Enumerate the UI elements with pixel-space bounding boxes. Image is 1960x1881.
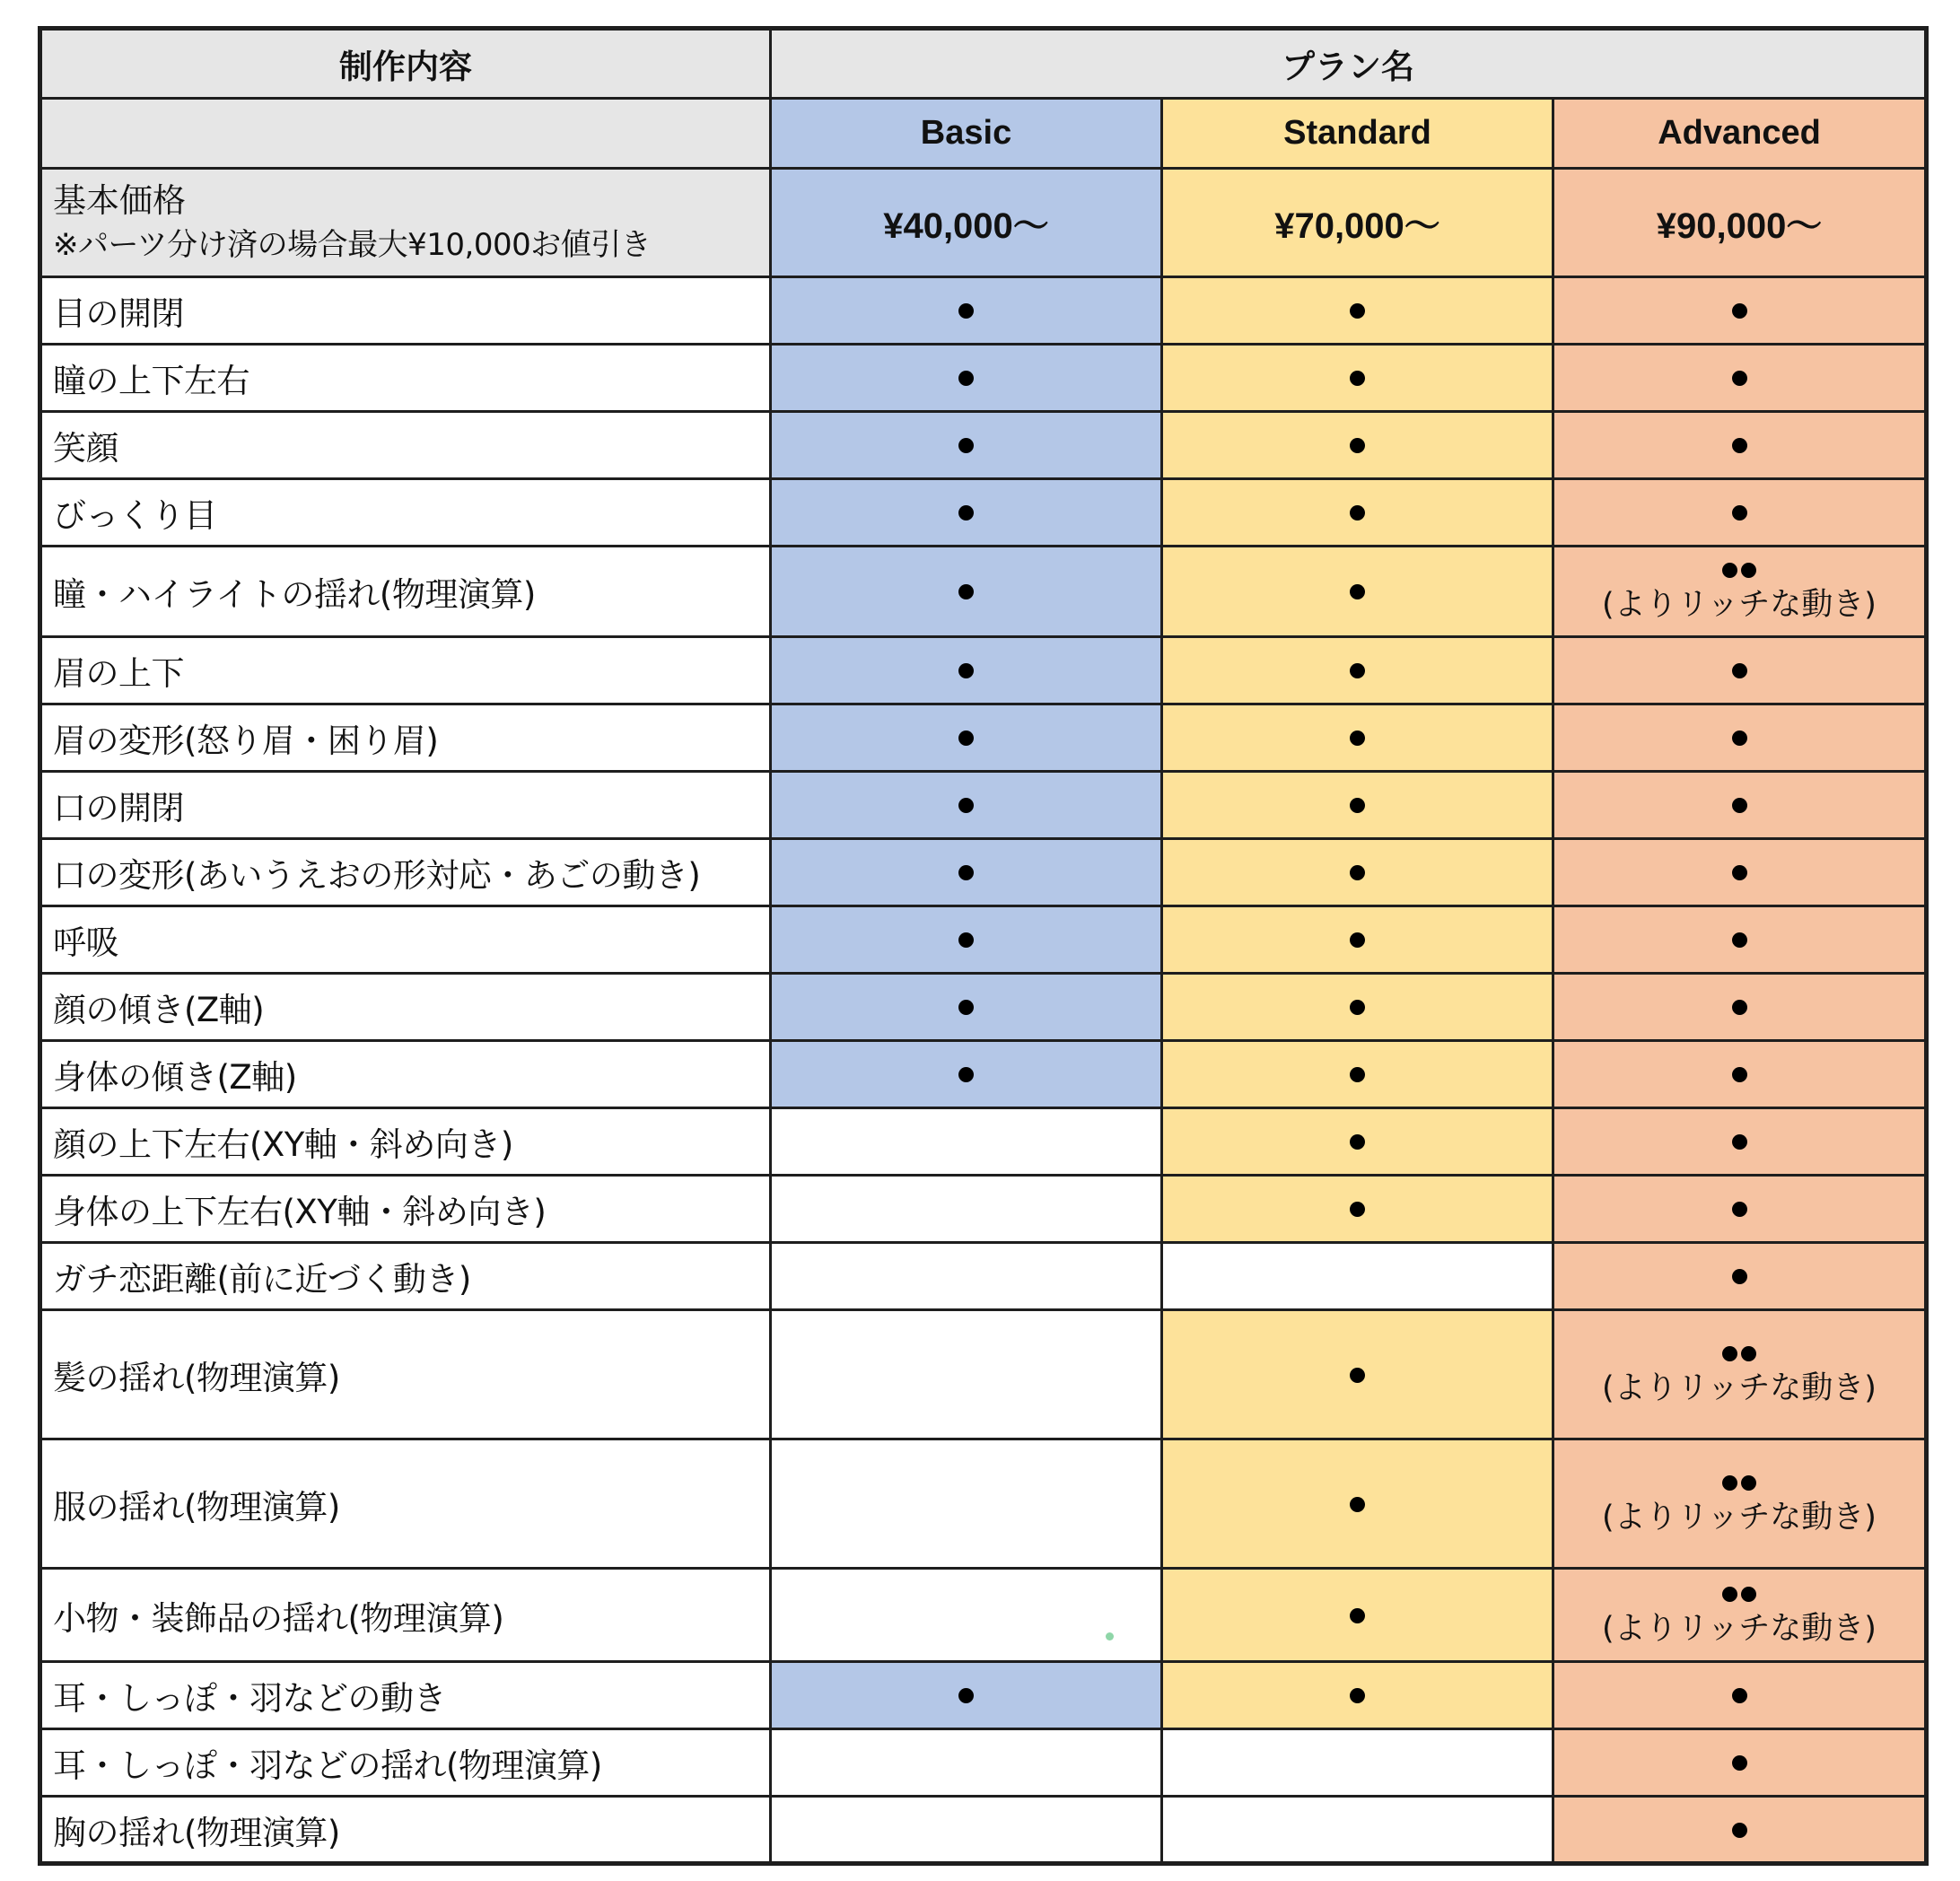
feature-label: 身体の傾き(Z軸) (40, 1041, 771, 1108)
feature-basic-cell (771, 1243, 1162, 1310)
included-dot-icon (1732, 1134, 1747, 1150)
feature-standard-cell (1162, 412, 1553, 479)
included-dot-icon (1350, 932, 1365, 948)
included-dot-icon (1350, 584, 1365, 599)
feature-advanced-cell (1553, 1108, 1927, 1176)
included-dot-icon (1350, 505, 1365, 521)
feature-row (40, 1176, 1927, 1243)
feature-advanced-cell (1553, 345, 1927, 412)
feature-basic-cell (771, 1569, 1162, 1662)
included-dot-icon (1732, 1202, 1747, 1217)
base-price-title: 基本価格 (53, 180, 186, 220)
feature-standard-cell (1162, 1662, 1553, 1729)
feature-label: 口の変形(あいうえおの形対応・あごの動き) (40, 839, 771, 906)
feature-basic-cell (771, 1310, 1162, 1439)
feature-row (40, 839, 1927, 906)
included-dot-icon (1350, 798, 1365, 813)
included-dot-icon (1350, 1608, 1365, 1623)
feature-row (40, 1569, 1927, 1662)
price-standard: ¥70,000〜 (1162, 169, 1553, 277)
included-dot-icon (1350, 438, 1365, 453)
feature-standard-cell (1162, 772, 1553, 839)
included-dot-icon (958, 798, 974, 813)
included-dot-icon (1350, 1067, 1365, 1082)
feature-basic-cell (771, 547, 1162, 637)
feature-row (40, 345, 1927, 412)
included-dot-icon (1350, 1000, 1365, 1015)
feature-standard-cell (1162, 1108, 1553, 1176)
included-dot-icon (1732, 1688, 1747, 1703)
feature-standard-cell (1162, 1729, 1553, 1797)
included-dot-icon (958, 663, 974, 678)
feature-label: 胸の揺れ(物理演算) (40, 1797, 771, 1864)
feature-basic-cell (771, 772, 1162, 839)
feature-row (40, 1108, 1927, 1176)
included-dot-icon (1732, 731, 1747, 746)
included-dot-icon (1732, 865, 1747, 880)
feature-label: ガチ恋距離(前に近づく動き) (40, 1243, 771, 1310)
feature-advanced-cell (1553, 704, 1927, 772)
plan-advanced-header: Advanced (1553, 99, 1927, 169)
feature-row (40, 906, 1927, 974)
plan-comparison-table (38, 26, 1929, 1866)
feature-advanced-cell (1553, 277, 1927, 345)
included-dot-icon (958, 584, 974, 599)
rich-dot-icon (1741, 1587, 1756, 1602)
feature-standard-cell (1162, 547, 1553, 637)
feature-basic-cell (771, 1797, 1162, 1864)
feature-standard-cell (1162, 1569, 1553, 1662)
feature-label: 耳・しっぽ・羽などの揺れ(物理演算) (40, 1729, 771, 1797)
included-dot-icon (1732, 438, 1747, 453)
feature-standard-cell (1162, 704, 1553, 772)
feature-basic-cell (771, 412, 1162, 479)
feature-label: 目の開閉 (40, 277, 771, 345)
feature-advanced-cell (1553, 412, 1927, 479)
included-dot-icon (1732, 932, 1747, 948)
feature-basic-cell (771, 839, 1162, 906)
feature-row (40, 1243, 1927, 1310)
rich-motion-note: (よりリッチな動き) (1602, 1369, 1877, 1406)
included-dot-icon (958, 303, 974, 319)
feature-label: 耳・しっぽ・羽などの動き (40, 1662, 771, 1729)
feature-advanced-cell (1553, 1243, 1927, 1310)
feature-advanced-cell (1553, 1310, 1927, 1439)
included-dot-icon (1350, 1688, 1365, 1703)
feature-standard-cell (1162, 1310, 1553, 1439)
feature-row (40, 1310, 1927, 1439)
feature-label: 身体の上下左右(XY軸・斜め向き) (40, 1176, 771, 1243)
feature-standard-cell (1162, 479, 1553, 547)
included-dot-icon (1732, 371, 1747, 386)
feature-row (40, 1797, 1927, 1864)
price-advanced: ¥90,000〜 (1553, 169, 1927, 277)
included-dot-icon (958, 932, 974, 948)
feature-standard-cell (1162, 1041, 1553, 1108)
included-dot-icon (1732, 505, 1747, 521)
included-dot-icon (958, 371, 974, 386)
base-price-note: ※パーツ分け済の場合最大¥10,000お値引き (53, 226, 652, 263)
feature-advanced-cell (1553, 1797, 1927, 1864)
included-dot-icon (1732, 1269, 1747, 1284)
feature-label: 髪の揺れ(物理演算) (40, 1310, 771, 1439)
empty-header-cell (40, 99, 771, 169)
rich-motion-note: (よりリッチな動き) (1602, 1499, 1877, 1535)
feature-basic-cell (771, 906, 1162, 974)
feature-advanced-cell (1553, 1176, 1927, 1243)
included-dot-icon (1732, 1000, 1747, 1015)
included-dot-icon (1350, 731, 1365, 746)
rich-dot-icon (1741, 1475, 1756, 1491)
feature-label: 瞳・ハイライトの揺れ(物理演算) (40, 547, 771, 637)
plan-name-header: プラン名 (771, 29, 1927, 99)
content-header: 制作内容 (40, 29, 771, 99)
included-dot-icon (1350, 1134, 1365, 1150)
included-dot-icon (958, 731, 974, 746)
feature-label: 服の揺れ(物理演算) (40, 1439, 771, 1569)
feature-row (40, 974, 1927, 1041)
feature-advanced-cell (1553, 1569, 1927, 1662)
rich-dot-icon (1741, 1346, 1756, 1361)
feature-standard-cell (1162, 1176, 1553, 1243)
feature-row (40, 1662, 1927, 1729)
included-dot-icon (958, 1067, 974, 1082)
feature-advanced-cell (1553, 1439, 1927, 1569)
feature-advanced-cell (1553, 906, 1927, 974)
rich-motion-note: (よりリッチな動き) (1602, 587, 1877, 623)
feature-row (40, 772, 1927, 839)
feature-standard-cell (1162, 1243, 1553, 1310)
feature-label: 眉の変形(怒り眉・困り眉) (40, 704, 771, 772)
feature-row (40, 277, 1927, 345)
feature-basic-cell (771, 1176, 1162, 1243)
feature-advanced-cell (1553, 1041, 1927, 1108)
feature-row (40, 1041, 1927, 1108)
feature-standard-cell (1162, 277, 1553, 345)
feature-standard-cell (1162, 974, 1553, 1041)
feature-standard-cell (1162, 637, 1553, 704)
included-dot-icon (958, 1688, 974, 1703)
included-dot-icon (1350, 865, 1365, 880)
price-basic: ¥40,000〜 (771, 169, 1162, 277)
feature-advanced-cell (1553, 974, 1927, 1041)
included-dot-icon (1350, 303, 1365, 319)
feature-basic-cell (771, 637, 1162, 704)
feature-basic-cell (771, 704, 1162, 772)
feature-label: 小物・装飾品の揺れ(物理演算) (40, 1569, 771, 1662)
feature-label: 瞳の上下左右 (40, 345, 771, 412)
feature-row (40, 1439, 1927, 1569)
feature-basic-cell (771, 345, 1162, 412)
feature-label: 口の開閉 (40, 772, 771, 839)
feature-basic-cell (771, 1439, 1162, 1569)
included-dot-icon (1350, 1202, 1365, 1217)
included-dot-icon (1350, 1368, 1365, 1383)
included-dot-icon (958, 1000, 974, 1015)
included-dot-icon (958, 865, 974, 880)
included-dot-icon (958, 505, 974, 521)
included-dot-icon (1350, 663, 1365, 678)
feature-standard-cell (1162, 1439, 1553, 1569)
feature-advanced-cell (1553, 479, 1927, 547)
feature-row (40, 412, 1927, 479)
rich-dot-icon (1722, 1475, 1737, 1491)
feature-row (40, 1729, 1927, 1797)
feature-advanced-cell (1553, 772, 1927, 839)
feature-basic-cell (771, 479, 1162, 547)
feature-row (40, 637, 1927, 704)
included-dot-icon (958, 438, 974, 453)
feature-label: 笑顔 (40, 412, 771, 479)
plan-basic-header: Basic (771, 99, 1162, 169)
feature-label: 眉の上下 (40, 637, 771, 704)
feature-row (40, 547, 1927, 637)
feature-label: びっくり目 (40, 479, 771, 547)
feature-label: 呼吸 (40, 906, 771, 974)
feature-standard-cell (1162, 1797, 1553, 1864)
rich-dot-icon (1722, 563, 1737, 578)
feature-advanced-cell (1553, 637, 1927, 704)
feature-advanced-cell (1553, 547, 1927, 637)
plan-standard-header: Standard (1162, 99, 1553, 169)
feature-standard-cell (1162, 839, 1553, 906)
included-dot-icon (1732, 1067, 1747, 1082)
included-dot-icon (1732, 303, 1747, 319)
rich-dot-icon (1741, 563, 1756, 578)
feature-advanced-cell (1553, 1729, 1927, 1797)
included-dot-icon (1350, 1497, 1365, 1512)
feature-basic-cell (771, 1662, 1162, 1729)
feature-row (40, 704, 1927, 772)
feature-basic-cell (771, 1041, 1162, 1108)
feature-standard-cell (1162, 345, 1553, 412)
rich-dot-icon (1722, 1346, 1737, 1361)
rich-dot-icon (1722, 1587, 1737, 1602)
feature-basic-cell (771, 277, 1162, 345)
feature-advanced-cell (1553, 1662, 1927, 1729)
feature-advanced-cell (1553, 839, 1927, 906)
included-dot-icon (1350, 371, 1365, 386)
included-dot-icon (1732, 663, 1747, 678)
feature-row (40, 479, 1927, 547)
included-dot-icon (1732, 798, 1747, 813)
feature-standard-cell (1162, 906, 1553, 974)
included-dot-icon (1732, 1755, 1747, 1771)
feature-basic-cell (771, 1729, 1162, 1797)
rich-motion-note: (よりリッチな動き) (1602, 1610, 1877, 1647)
included-dot-icon (1732, 1823, 1747, 1838)
feature-basic-cell (771, 974, 1162, 1041)
feature-label: 顔の上下左右(XY軸・斜め向き) (40, 1108, 771, 1176)
feature-basic-cell (771, 1108, 1162, 1176)
base-price-label (40, 169, 771, 277)
stray-green-speck (1106, 1632, 1114, 1640)
feature-label: 顔の傾き(Z軸) (40, 974, 771, 1041)
